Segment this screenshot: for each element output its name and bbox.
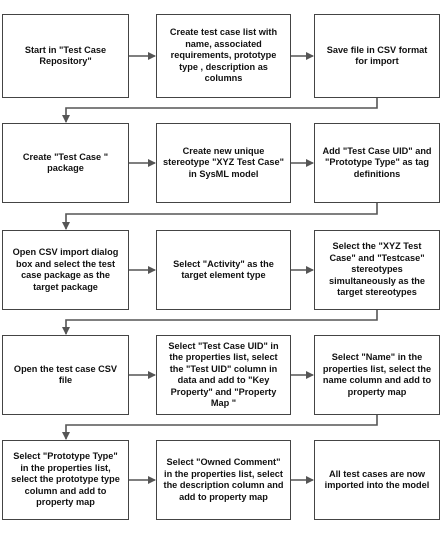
step-map-test-case-uid: [156, 335, 291, 415]
step-label: Create "Test Case " package: [22, 151, 109, 173]
step-label: Save file in CSV format for import: [326, 44, 428, 66]
step-save-csv: [314, 14, 440, 98]
step-open-import-dialog: [2, 230, 129, 310]
step-start-in-repository: [2, 14, 129, 98]
step-label: Add "Test Case UID" and "Prototype Type" as tag definitions: [322, 145, 432, 179]
step-label: All test cases are now imported into the model: [324, 468, 430, 490]
step-label: Select "Test Case UID" in the properties list, select the "Test UID" column in data and add to "Key Property" and "Property Map ": [168, 340, 279, 408]
step-label: Create new unique stereotype "XYZ Test Case" in SysML model: [163, 145, 284, 179]
step-add-tag-definitions: [314, 123, 440, 203]
step-label: Select "Owned Comment" in the properties list, select the description column and add to property map: [163, 457, 284, 502]
step-map-prototype-type: [2, 440, 129, 520]
step-label: Select "Prototype Type" in the properties list, select the prototype type column and add to property map: [11, 451, 120, 508]
step-label: Select the "XYZ Test Case" and "Testcase" stereotypes simultaneously as the target stereotypes: [329, 241, 425, 298]
step-label: Create test case list with name, associated requirements, prototype type , description as columns: [169, 27, 278, 84]
step-label: Select "Name" in the properties list, select the name column and add to property map: [322, 352, 432, 397]
step-label: Open the test case CSV file: [13, 363, 118, 385]
step-label: Open CSV import dialog box and select the test case package as the target package: [12, 247, 119, 292]
arrow-9-10: [66, 310, 377, 334]
step-label: Start in "Test Case Repository": [24, 44, 107, 66]
step-select-stereotypes: [314, 230, 440, 310]
arrow-3-4: [66, 98, 377, 122]
step-open-csv-file: [2, 335, 129, 415]
arrow-12-13: [66, 415, 377, 439]
step-import-complete: [314, 440, 440, 520]
arrow-6-7: [66, 203, 377, 229]
step-label: Select "Activity" as the target element type: [173, 258, 274, 280]
step-create-stereotype: [156, 123, 291, 203]
step-map-name: [314, 335, 440, 415]
step-select-activity: [156, 230, 291, 310]
step-create-package: [2, 123, 129, 203]
step-create-test-case-list: [156, 14, 291, 98]
step-map-owned-comment: [156, 440, 291, 520]
